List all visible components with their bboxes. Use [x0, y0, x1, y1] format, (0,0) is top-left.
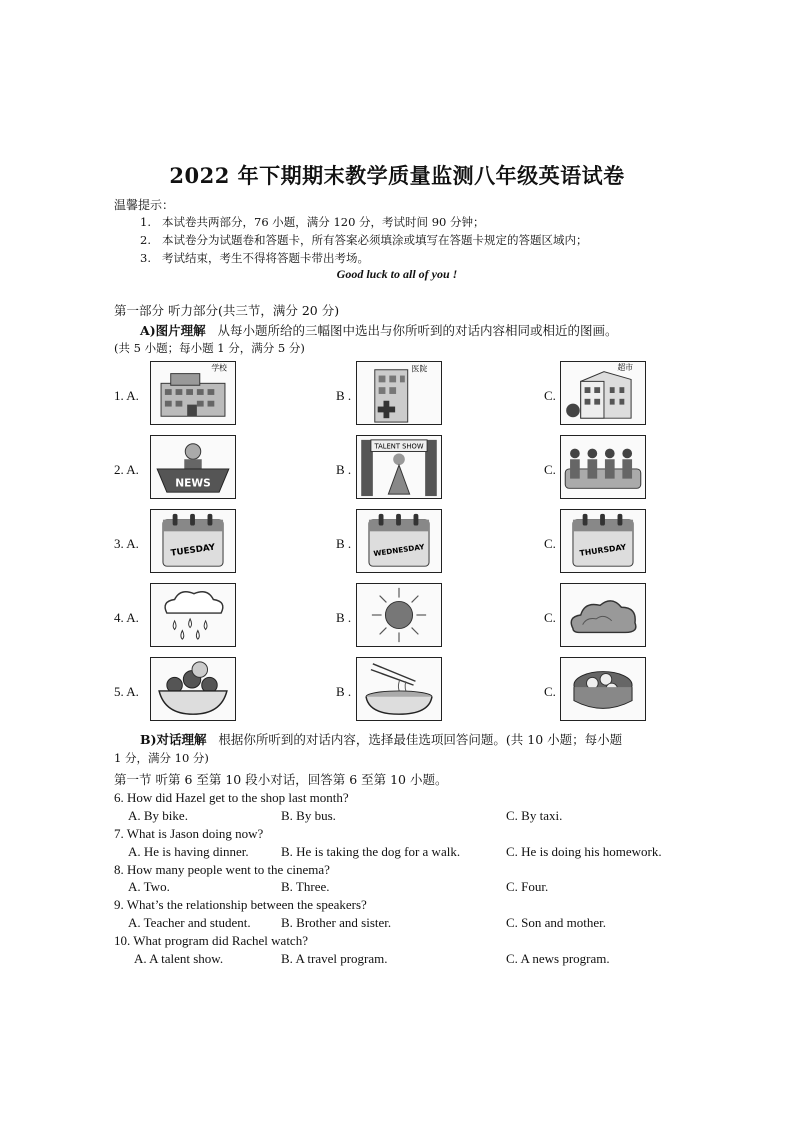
steamer-dumplings-icon — [561, 658, 645, 720]
hospital-icon — [357, 362, 441, 424]
supermarket-icon — [561, 362, 645, 424]
calendar-icon — [561, 510, 645, 572]
row-label-5: 5. A. — [114, 684, 139, 699]
salad-bowl-icon — [151, 658, 235, 720]
school-caption: 学校 — [211, 363, 227, 373]
cloud-icon — [561, 584, 645, 646]
question-9-option-c: C. Son and mother. — [506, 915, 607, 930]
tips-label: 温馨提示： — [114, 198, 175, 212]
section-b-note: 1 分，满分 10 分) — [114, 751, 209, 765]
question-8: 8. How many people went to the cinema? — [114, 862, 330, 877]
row-label-4: 4. A. — [114, 610, 139, 625]
wednesday-calendar-picture — [356, 509, 442, 573]
talent-show-caption: TALENT SHOW — [374, 442, 424, 451]
news-picture — [150, 435, 236, 499]
question-6-option-c: C. By taxi. — [506, 808, 563, 823]
option-c-label-1: C. — [544, 388, 556, 403]
part1-heading: 第一部分 听力部分(共三节，满分 20 分) — [114, 303, 340, 318]
row-label-1: 1. A. — [114, 388, 139, 403]
option-b-label-3: B . — [336, 536, 352, 551]
section-a-note: (共 5 小题；每小题 1 分，满分 5 分) — [114, 341, 305, 355]
row-label-3: 3. A. — [114, 536, 139, 551]
page-title: 2022 年下期期末教学质量监测八年级英语试卷 — [169, 163, 625, 188]
friends-on-sofa-picture — [560, 435, 646, 499]
option-c-label-2: C. — [544, 462, 556, 477]
calendar-icon — [151, 510, 235, 572]
sun-picture — [356, 583, 442, 647]
question-10-option-a: A. A talent show. — [134, 951, 224, 966]
sun-icon — [357, 584, 441, 646]
question-6-option-a: A. By bike. — [128, 808, 188, 823]
sub-section-heading: 第一节 听第 6 至第 10 段小对话，回答第 6 至第 10 小题。 — [114, 772, 448, 787]
option-c-label-3: C. — [544, 536, 556, 551]
supermarket-picture — [560, 361, 646, 425]
row-label-2: 2. A. — [114, 462, 139, 477]
question-10-option-c: C. A news program. — [506, 951, 610, 966]
tip-1: 1. 本试卷共两部分，76 小题，满分 120 分，考试时间 90 分钟； — [140, 215, 485, 229]
question-7-option-b: B. He is taking the dog for a walk. — [281, 844, 461, 859]
salad-picture — [150, 657, 236, 721]
question-7-option-c: C. He is doing his homework. — [506, 844, 662, 859]
question-8-option-b: B. Three. — [281, 879, 330, 894]
dumplings-picture — [560, 657, 646, 721]
rain-picture — [150, 583, 236, 647]
question-7: 7. What is Jason doing now? — [114, 826, 264, 841]
option-b-label-4: B . — [336, 610, 352, 625]
supermarket-caption: 超市 — [617, 362, 634, 372]
question-6-option-b: B. By bus. — [281, 808, 336, 823]
cloud-picture — [560, 583, 646, 647]
option-c-label-4: C. — [544, 610, 556, 625]
hospital-picture — [356, 361, 442, 425]
question-6: 6. How did Hazel get to the shop last month? — [114, 790, 349, 805]
hospital-caption: 医院 — [411, 364, 428, 374]
question-9-option-a: A. Teacher and student. — [128, 915, 251, 930]
school-icon — [151, 362, 235, 424]
calendar-caption-thursday: THURSDAY — [579, 542, 627, 558]
question-10-option-b: B. A travel program. — [281, 951, 388, 966]
calendar-icon — [357, 510, 441, 572]
talent-show-icon — [357, 436, 441, 498]
friends-sofa-icon — [561, 436, 645, 498]
rain-cloud-icon — [151, 584, 235, 646]
section-a-heading: A)图片理解 从每小题所给的三幅图中选出与你所听到的对话内容相同或相近的图画。 — [140, 323, 618, 338]
option-c-label-5: C. — [544, 684, 556, 699]
tuesday-calendar-picture — [150, 509, 236, 573]
question-7-option-a: A. He is having dinner. — [128, 844, 249, 859]
question-9-option-b: B. Brother and sister. — [281, 915, 392, 930]
good-luck-line: Good luck to all of you ! — [336, 267, 458, 281]
news-anchor-icon — [151, 436, 235, 498]
question-8-option-a: A. Two. — [128, 879, 170, 894]
noodle-bowl-icon — [357, 658, 441, 720]
news-caption: NEWS — [175, 476, 211, 490]
question-10: 10. What program did Rachel watch? — [114, 933, 308, 948]
option-b-label-2: B . — [336, 462, 352, 477]
option-b-label-5: B . — [336, 684, 352, 699]
tip-2: 2. 本试卷分为试题卷和答题卡，所有答案必须填涂或填写在答题卡规定的答题区域内； — [140, 233, 588, 247]
calendar-caption-tuesday: TUESDAY — [170, 542, 216, 559]
calendar-caption-wednesday: WEDNESDAY — [372, 542, 426, 559]
option-b-label-1: B . — [336, 388, 352, 403]
section-b-heading: B)对话理解 根据你所听到的对话内容，选择最佳选项回答问题。(共 10 小题；每小题 — [140, 732, 623, 747]
tip-3: 3. 考试结束，考生不得将答题卡带出考场。 — [140, 251, 369, 265]
question-8-option-c: C. Four. — [506, 879, 549, 894]
talent-show-picture — [356, 435, 442, 499]
noodles-picture — [356, 657, 442, 721]
school-picture — [150, 361, 236, 425]
thursday-calendar-picture — [560, 509, 646, 573]
question-9: 9. What’s the relationship between the speakers? — [114, 897, 367, 912]
